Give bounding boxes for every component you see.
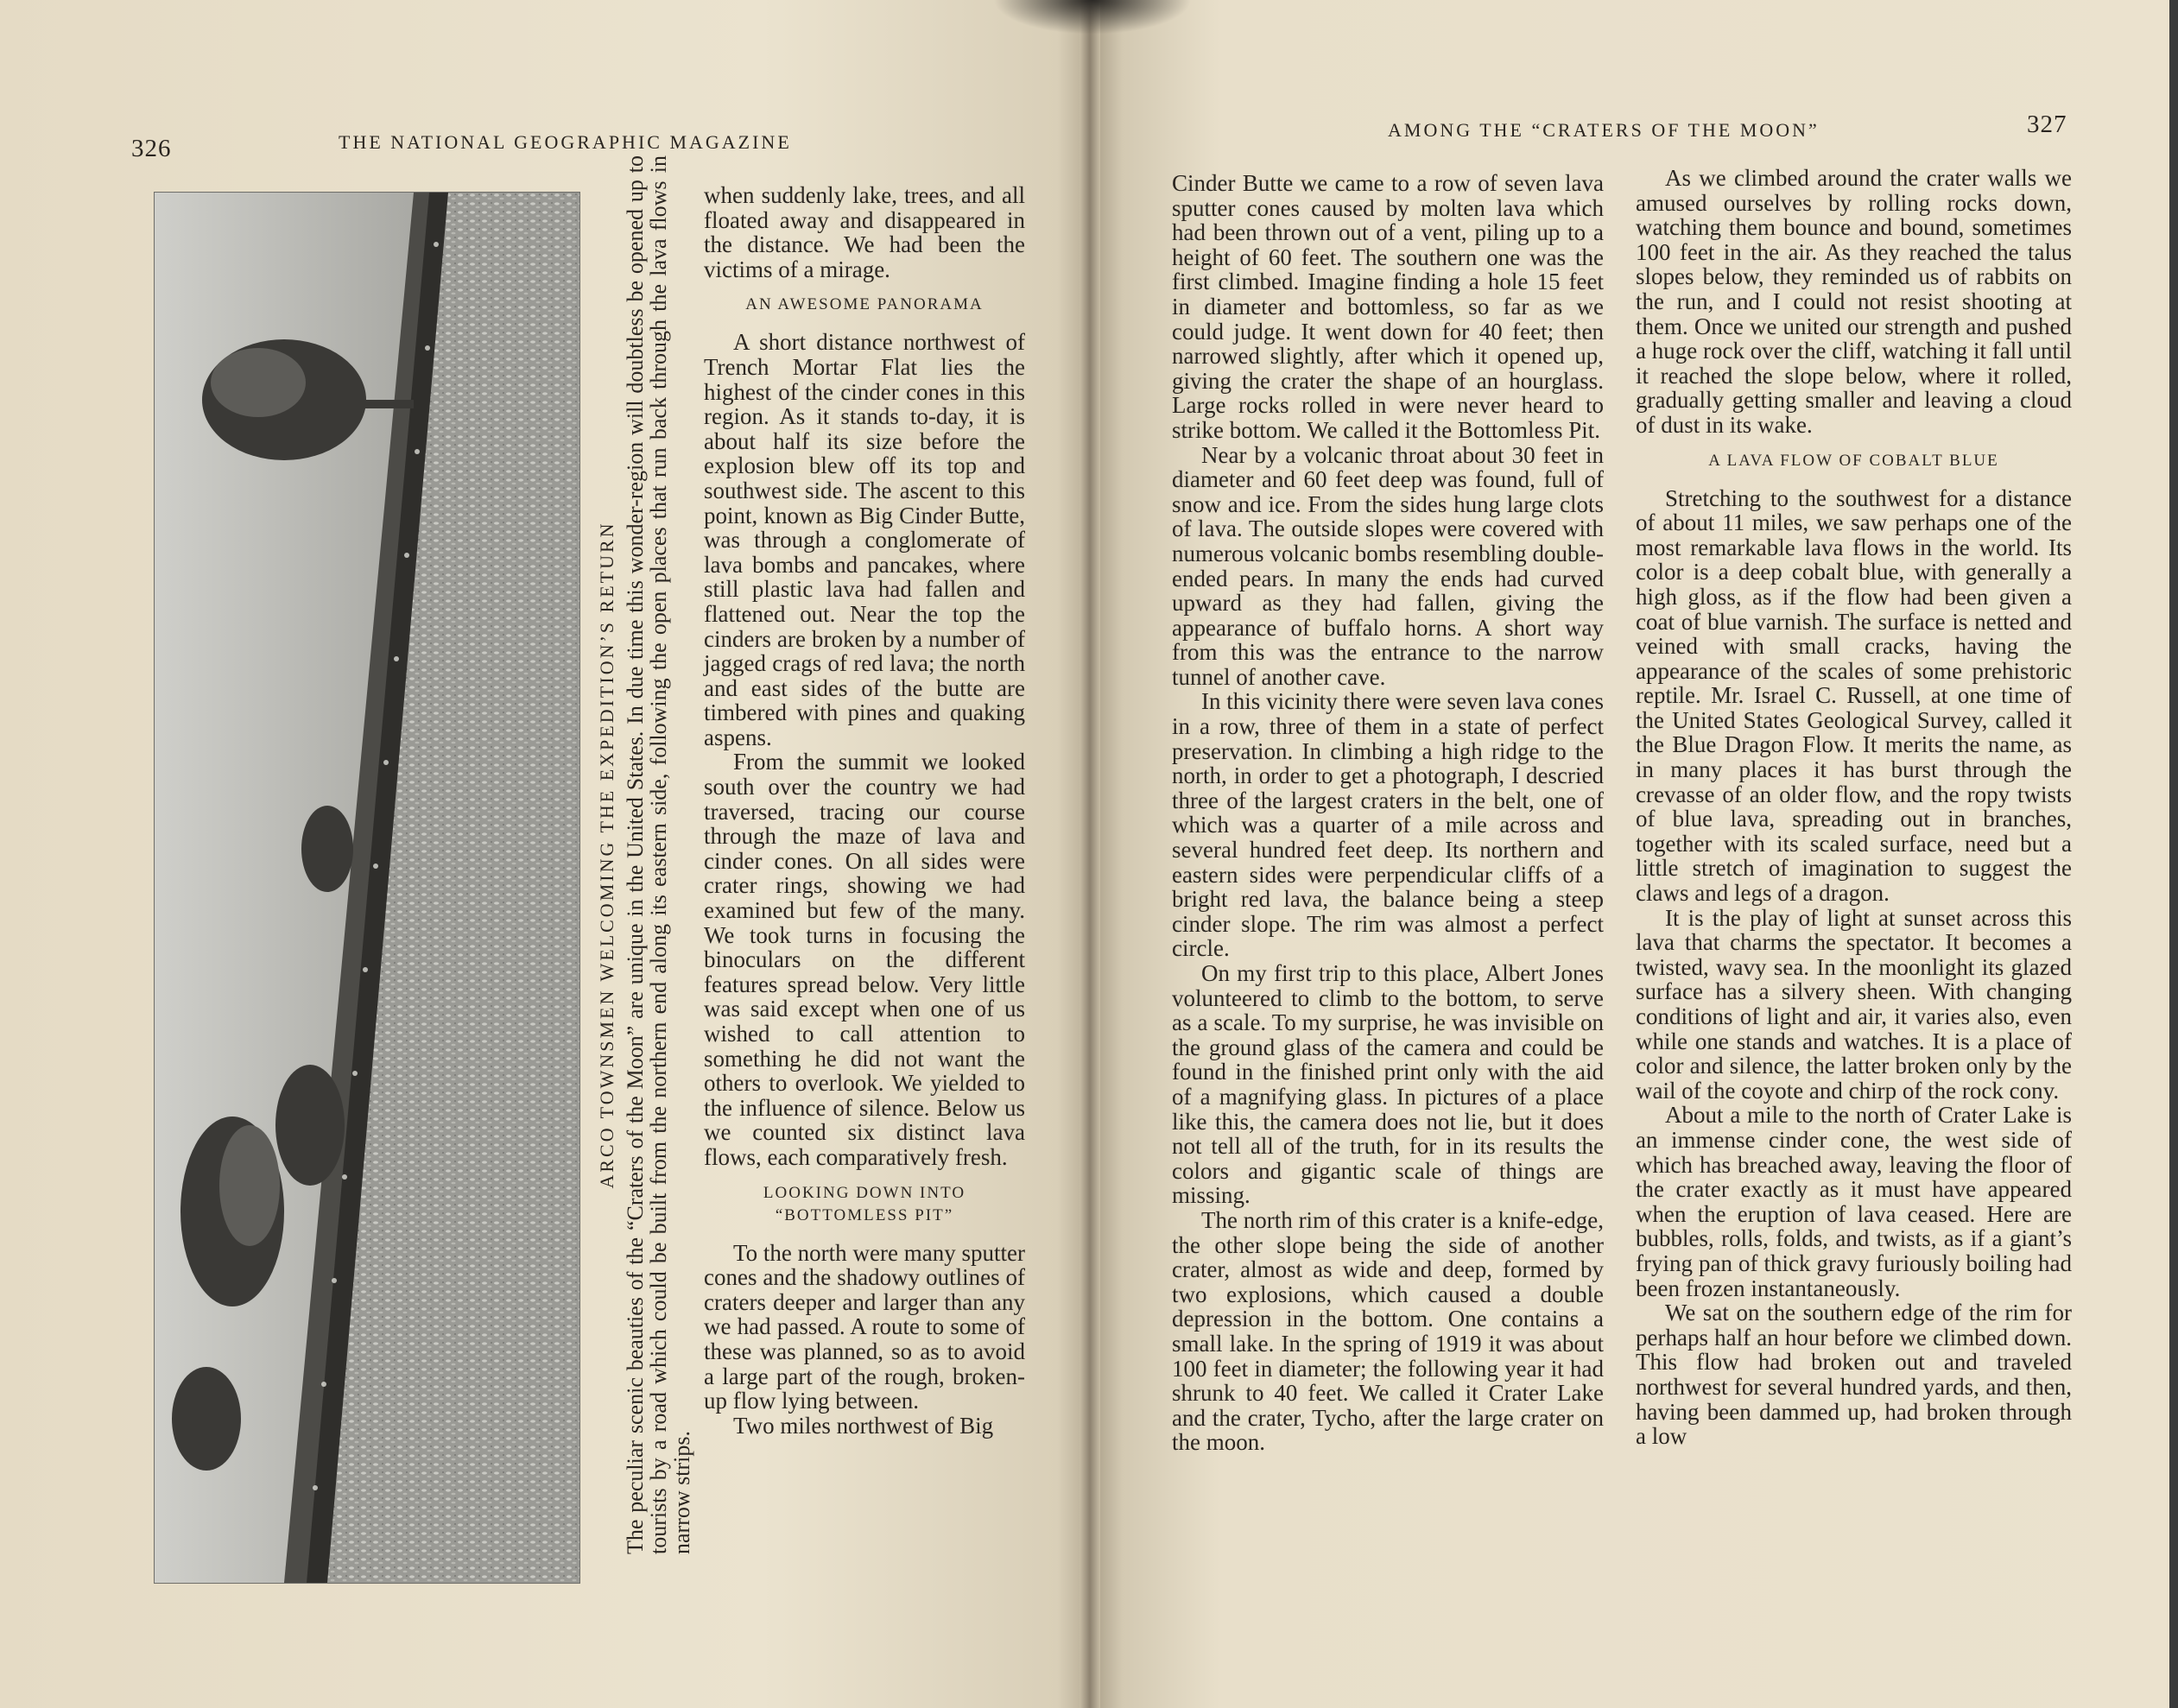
paragraph: It is the play of light at sunset across this lava that charms the spectator. It becomes a twisted, wavy sea. In the moonlight its glazed surface has a silvery sheen. With changing conditions of light and air, it varies also, even while one stands and watches. It is a place of color and silence, the latter broken only by the wail of the coyote and chirp of the rock cony. bbox=[1636, 904, 2072, 1104]
paragraph: Stretching to the southwest for a distance of about 11 miles, we saw perhaps one of the most remarkable lava flows in the world. Its color is a deep cobalt blue, with generally a high gloss, as if the flow had been given a coat of blue varnish. The surface is netted and veined with small cracks, having the appearance of the scales of some prehistoric reptile. Mr. Israel C. Russell, at one time of the United States Geological Survey, called it the Blue Dragon Flow. It merits the name, as in many places it has burst through the crevasse of an older flow, and the ropy twists of blue lava, spreading out in branches, together with its scaled surface, need but a little stretch of imagination to suggest the claws and legs of a dragon. bbox=[1636, 484, 2072, 907]
section-heading: AN AWESOME PANORAMA bbox=[745, 295, 984, 314]
caption-text: The peculiar scenic beauties of the “Craters of the Moon” are unique in the United States. In due time this wonder-region will doubtless be opened up to tourists by a road which could be built from the northern end along its eastern side, following the open places that run back through the lava flows in narrow strips. bbox=[623, 155, 694, 1554]
page-number-right: 327 bbox=[2027, 111, 2067, 138]
paragraph: In this vicinity there were seven lava cones in a row, three of them in a state of perfect preservation. In climbing a high ridge to the north, in order to get a photograph, I descried three of the largest craters in the belt, one of which was a quarter of a mile across and several hundred feet deep. Its northern and eastern sides were perpendicular cliffs of a bright red lava, the balance being a steep cinder slope. The rim was almost a perfect circle. bbox=[1172, 688, 1604, 962]
paragraph: Two miles northwest of Big bbox=[733, 1412, 994, 1439]
section-heading: LOOKING DOWN INTO “BOTTOMLESS PIT” bbox=[763, 1183, 966, 1224]
running-head-left: THE NATIONAL GEOGRAPHIC MAGAZINE bbox=[339, 131, 792, 153]
paragraph: Cinder Butte we came to a row of seven lava sputter cones caused by molten lava which had been thrown out of a vent, piling up to a height of 60 feet. The southern one was the first climbed. Imagine finding a hole 15 feet in diameter and bottomless, so far as we could judge. It went down for 40 feet; then narrowed slightly, after which it opened up, giving the crater the shape of an hourglass. Large rocks rolled in were never heard to strike bottom. We called it the Bottomless Pit. bbox=[1172, 170, 1604, 443]
spine-shadow bbox=[993, 0, 1192, 35]
right-text-column-2 bbox=[1636, 166, 2072, 1449]
crowd-photo-illustration bbox=[155, 193, 579, 1583]
paragraph: The north rim of this crater is a knife-edge, the other slope being the side of another crater, almost as wide and deep, formed by two explosions, which caused a double depression in the bottom. One contains a small lake. In the spring of 1919 it was about 100 feet in diameter; the following year it had shrunk to 40 feet. We called it Crater Lake and the crater, Tycho, after the large crater on the moon. bbox=[1172, 1206, 1604, 1456]
paragraph: when suddenly lake, trees, and all floated away and disappeared in the distance. We had been the victims of a mirage. bbox=[704, 182, 1025, 282]
paragraph: We sat on the southern edge of the rim for perhaps half an hour before we climbed down. This flow had broken out and traveled northwest for several hundred yards, and then, having been dammed up, had broken through a low bbox=[1636, 1300, 2072, 1450]
section-heading: A LAVA FLOW OF COBALT BLUE bbox=[1708, 451, 1999, 470]
paragraph: As we climbed around the crater walls we amused ourselves by rolling rocks down, watching them bounce and bound, sometimes 100 feet in the air. As they reached the talus slopes below, they reminded us of rabbits on the run, and I could not resist shooting at them. Once we united our strength and pushed a huge rock over the cliff, watching it fall until it reached the slope below, where it rolled, gradually getting smaller and leaving a cloud of dust in its wake. bbox=[1636, 165, 2072, 438]
paragraph: Near by a volcanic throat about 30 feet in diameter and 60 feet deep was found, full of snow and ice. From the sides hung large clots of lava. The outside slopes were covered with numerous volcanic bombs resembling double-ended pears. In many the ends had curved upward as they had fallen, giving the appearance of buffalo horns. A short way from this was the entrance to the narrow tunnel of another cave. bbox=[1172, 441, 1604, 690]
paragraph: About a mile to the north of Crater Lake is an immense cinder cone, the west side of which has breached away, leaving the floor of the crater exactly as it must have appeared when the eruption of lava ceased. Here are bubbles, rolls, folds, and twists, as if a giant’s frying pan of thick gravy furiously boiling had been frozen instantaneously. bbox=[1636, 1102, 2072, 1301]
page-number-left: 326 bbox=[131, 135, 172, 162]
photo-arco-townsmen bbox=[154, 192, 580, 1584]
paragraph: On my first trip to this place, Albert Jones volunteered to climb to the bottom, to serve as a scale. To my surprise, he was invisible on the ground glass of the camera and could be found in the finished print only with the aid of a magnifying glass. In pictures of a place like this, the camera does not lie, but it does not tell all of the truth, for in its results the colors and gigantic scale of things are missing. bbox=[1172, 960, 1604, 1209]
paragraph: A short distance northwest of Trench Mortar Flat lies the highest of the cinder cones in this region. As it stands to-day, it is about half its size before the explosion blew off its top and southwest side. The ascent to this point, known as Big Cinder Butte, was through a conglomerate of lava bombs and pancakes, where still plastic lava had fallen and flattened out. Near the top the cinders are broken by a number of jagged crags of red lava; the north and east sides of the butte are timbered with pines and quaking aspens. bbox=[704, 329, 1025, 750]
caption-title: ARCO TOWNSMEN WELCOMING THE EXPEDITION’S RETURN bbox=[596, 521, 617, 1189]
photo-caption bbox=[596, 155, 700, 1554]
book-gutter bbox=[1080, 0, 1100, 1708]
right-page bbox=[1090, 0, 2178, 1708]
paragraph: From the summit we looked south over the country we had traversed, tracing our course through the maze of lava and cinder cones. On all sides were crater rings, showing we had examined but few of the many. We took turns in focusing the binoculars on the different features spread below. Very little was said except when one of us wished to call attention to something he did not want the others to overlook. We yielded to the influence of silence. Below us we counted six distinct lava flows, each comparatively fresh. bbox=[704, 749, 1025, 1170]
page-edge-shadow bbox=[2169, 0, 2178, 1708]
right-text-column-1 bbox=[1172, 171, 1604, 1455]
paragraph: To the north were many sputter cones and the shadowy outlines of craters deeper and larger than any we had passed. A route to some of these was planned, so as to avoid a large part of the rough, broken-up flow lying between. bbox=[704, 1239, 1025, 1414]
left-text-column bbox=[704, 183, 1025, 1438]
running-head-right: AMONG THE “CRATERS OF THE MOON” bbox=[1388, 119, 1820, 141]
